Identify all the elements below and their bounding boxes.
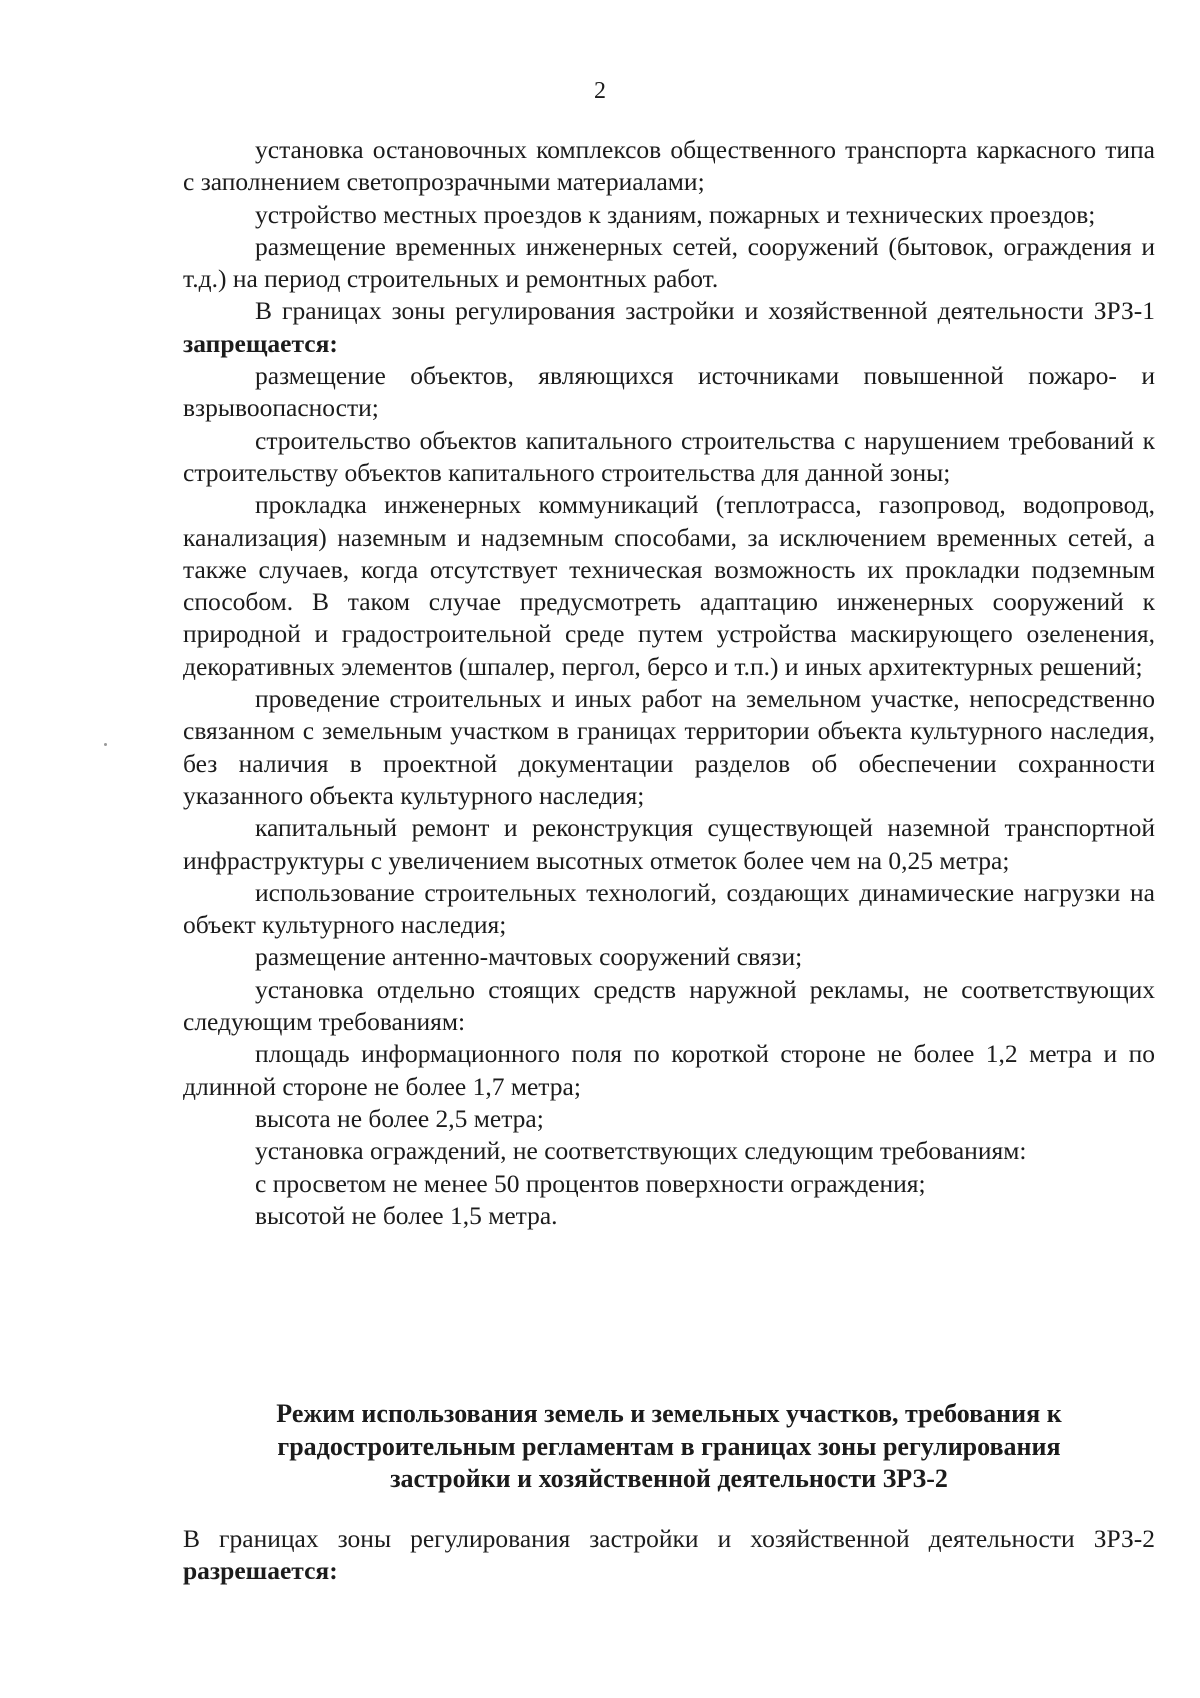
section-heading-line: градостроительным регламентам в границах зоны регулирования bbox=[277, 1431, 1061, 1461]
paragraph-info-field-size: площадь информационного поля по короткой стороне не более 1,2 метра и по длинной стороне не более 1,7 метра; bbox=[183, 1039, 1155, 1101]
paragraph-fence-height: высотой не более 1,5 метра. bbox=[255, 1200, 558, 1230]
paragraph-transport-repair: капитальный ремонт и реконструкция существующей наземной транспортной инфраструктуры с увеличением высотных отметок более чем на 0,25 метра; bbox=[183, 813, 1155, 875]
document-body bbox=[183, 134, 1155, 1232]
paragraph-zrz1-prohibited-intro bbox=[183, 295, 1155, 360]
paragraph-bus-stops: установка остановочных комплексов общественного транспорта каркасного типа с заполнением светопрозрачными материалами; bbox=[183, 135, 1155, 197]
prohibited-keyword: запрещается: bbox=[183, 328, 338, 358]
paragraph-engineering-communications: прокладка инженерных коммуникаций (теплотрасса, газопровод, водопровод, канализация) наземным и надземным способами, за исключением временных сетей, а также случаев, когда отсутствует техническая возможность их прокладки подземным способом. В таком случае предусмотреть адаптацию инженерных сооружений к природной и градостроительной среде путем устройства маскирующего озеленения, декоративных элементов (шпалер, пергол, берсо и т.п.) и иных архитектурных решений; bbox=[183, 490, 1155, 681]
paragraph-temporary-networks: размещение временных инженерных сетей, сооружений (бытовок, ограждения и т.д.) на период строительных и ремонтных работ. bbox=[183, 231, 1155, 294]
paragraph-zrz1-prohibited-text: В границах зоны регулирования застройки и хозяйственной деятельности ЗРЗ-1 bbox=[255, 296, 1155, 326]
paragraph-zrz2-allowed-intro bbox=[183, 1523, 1155, 1588]
paragraph-zrz2-allowed-text: В границах зоны регулирования застройки и хозяйственной деятельности ЗРЗ-2 bbox=[183, 1524, 1155, 1553]
paragraph-height-limit: высота не более 2,5 метра; bbox=[255, 1103, 544, 1133]
section-heading-zrz2 bbox=[230, 1398, 1108, 1496]
allowed-keyword: разрешается: bbox=[183, 1556, 338, 1586]
paragraph-dynamic-loads: использование строительных технологий, создающих динамические нагрузки на объект культурного наследия; bbox=[183, 877, 1155, 940]
scan-speck bbox=[104, 743, 107, 746]
paragraph-fire-hazard-objects: размещение объектов, являющихся источниками повышенной пожаро- и взрывоопасности; bbox=[183, 361, 1155, 423]
paragraph-fences: установка ограждений, не соответствующих следующим требованиям: bbox=[255, 1136, 1027, 1166]
paragraph-antenna-masts: размещение антенно-мачтовых сооружений связи; bbox=[255, 942, 803, 972]
paragraph-fence-clearance: с просветом не менее 50 процентов поверхности ограждения; bbox=[255, 1168, 926, 1198]
paragraph-outdoor-advertising: установка отдельно стоящих средств наружной рекламы, не соответствующих следующим требованиям: bbox=[183, 974, 1155, 1037]
section-heading-line: Режим использования земель и земельных участков, требования к bbox=[276, 1399, 1062, 1428]
paragraph-works-near-heritage: проведение строительных и иных работ на земельном участке, непосредственно связанном с земельным участком в границах территории объекта культурного наследия, без наличия в проектной документации разделов об обеспечении сохранности указанного объекта культурного наследия; bbox=[183, 684, 1155, 810]
page-number: 2 bbox=[594, 78, 606, 104]
paragraph-local-driveways: устройство местных проездов к зданиям, пожарных и технических проездов; bbox=[255, 199, 1096, 229]
paragraph-capital-construction: строительство объектов капитального строительства с нарушением требований к строительству объектов капитального строительства для данной зоны; bbox=[183, 425, 1155, 487]
section-heading-line: застройки и хозяйственной деятельности ЗРЗ-2 bbox=[390, 1464, 948, 1493]
